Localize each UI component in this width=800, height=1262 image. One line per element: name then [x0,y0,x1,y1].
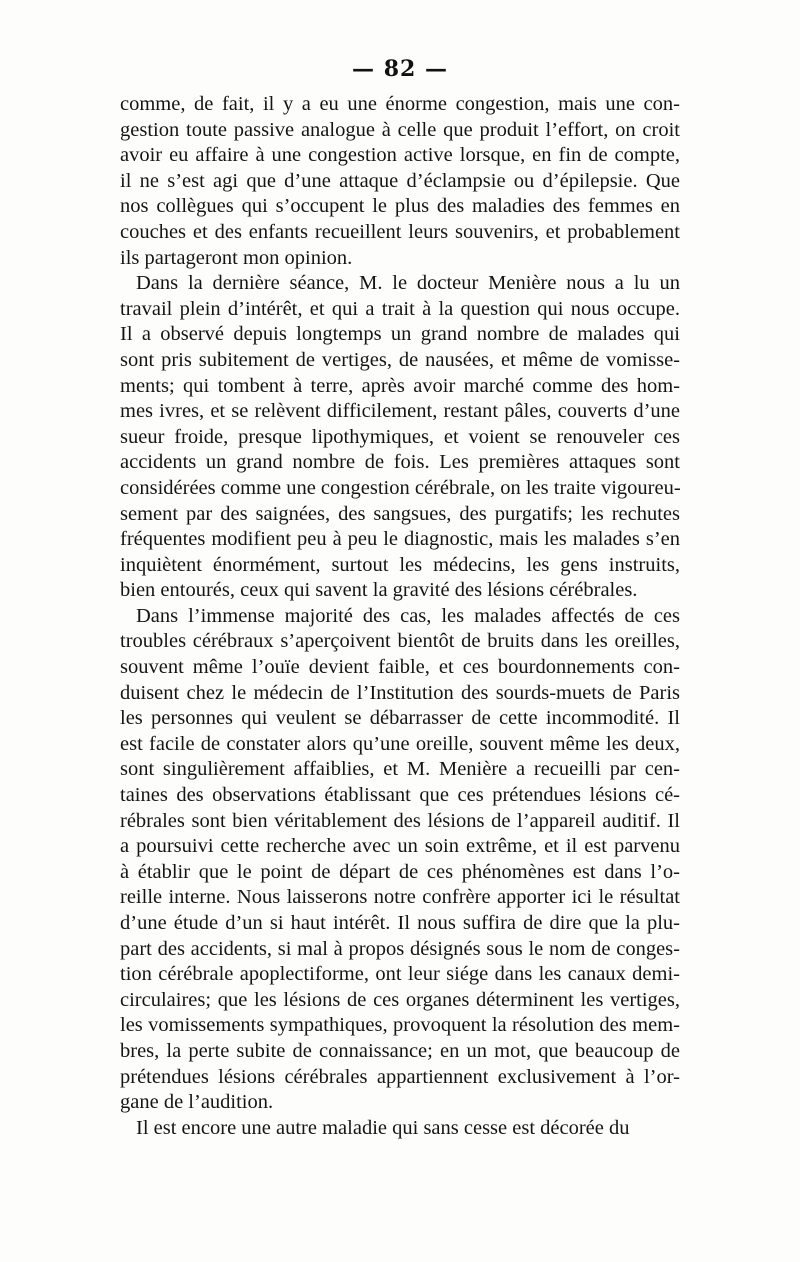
text-line: circulaires; que les lésions de ces organes déterminent les vertiges, [120,988,680,1011]
text-line: gane de l’audition. [120,1091,274,1114]
page-number: — 82 — [352,56,448,82]
text-line: Il est encore une autre maladie qui sans cesse est décorée du [136,1116,630,1139]
text-line: bien entourés, ceux qui savent la gravité des lésions cérébrales. [120,579,638,602]
paragraph [120,271,680,604]
text-line: d’une étude d’un si haut intérêt. Il nous suffira de dire que la plu- [120,912,680,934]
text-line: souvent même l’ouïe devient faible, et ces bourdonnements con- [120,656,680,679]
text-line: avoir eu affaire à une congestion active lorsque, en fin de compte, [120,144,680,167]
text-line: les personnes qui veulent se débarrasser de cette incommodité. Il [120,707,680,730]
text-line: troubles cérébraux s’aperçoivent bientôt de bruits dans les oreilles, [120,630,680,653]
text-line: ils partageront mon opinion. [120,246,353,269]
text-line: gestion toute passive analogue à celle que produit l’effort, on croit [120,118,680,141]
text-line: inquiètent énormément, surtout les médecins, les gens instruits, [120,553,680,576]
paragraph [120,1116,680,1142]
text-line: les vomissements sympathiques, provoquent la résolution des mem- [120,1014,680,1037]
text-line: part des accidents, si mal à propos désignés sous le nom de conges- [120,937,680,960]
text-line: Il a observé depuis longtemps un grand nombre de malades qui [120,323,680,346]
text-line: duisent chez le médecin de l’Institution des sourds-muets de Paris [120,681,680,704]
text-line: mes ivres, et se relèvent difficilement, restant pâles, couverts d’une [120,400,680,423]
text-line: sont singulièrement affaiblies, et M. Menière a recueilli par cen- [120,758,680,781]
body-text [120,92,680,1141]
text-line: couches et des enfants recueillent leurs souvenirs, et probablement [120,220,680,243]
text-line: sement par des saignées, des sangsues, des purgatifs; les rechutes [120,502,680,525]
text-line: accidents un grand nombre de fois. Les premières attaques sont [120,451,680,474]
text-line: taines des observations établissant que ces prétendues lésions cé- [120,784,680,807]
text-line: à établir que le point de départ de ces phénomènes est dans l’o- [120,860,680,883]
paragraph [120,92,680,271]
text-line: est facile de constater alors qu’une oreille, souvent même les deux, [120,732,680,755]
text-line: reille interne. Nous laisserons notre confrère apporter ici le résultat [120,886,680,909]
paragraph [120,604,680,1116]
text-line: Dans la dernière séance, M. le docteur Menière nous a lu un [136,272,680,295]
text-line: ments; qui tombent à terre, après avoir marché comme des hom- [120,374,680,397]
text-line: bres, la perte subite de connaissance; en un mot, que beaucoup de [120,1039,680,1062]
text-line: prétendues lésions cérébrales appartiennent exclusivement à l’or- [120,1065,680,1088]
text-line: tion cérébrale apoplectiforme, ont leur siége dans les canaux demi- [120,963,680,986]
text-line: il ne s’est agi que d’une attaque d’éclampsie ou d’épilepsie. Que [120,169,680,192]
text-line: a poursuivi cette recherche avec un soin extrême, et il est parvenu [120,835,680,858]
text-line: nos collègues qui s’occupent le plus des maladies des femmes en [120,195,680,218]
paragraph-container [120,92,680,1141]
text-line: sueur froide, presque lipothymiques, et voient se renouveler ces [120,425,680,448]
text-line: comme, de fait, il y a eu une énorme congestion, mais une con- [120,93,680,115]
text-line: fréquentes modifient peu à peu le diagnostic, mais les malades s’en [120,528,680,551]
text-line: considérées comme une congestion cérébrale, on les traite vigoureu- [120,476,681,499]
text-line: sont pris subitement de vertiges, de nausées, et même de vomisse- [120,348,680,371]
text-line: Dans l’immense majorité des cas, les malades affectés de ces [136,604,680,627]
text-line: travail plein d’intérêt, et qui a trait à la question qui nous occupe. [120,297,680,320]
text-line: rébrales sont bien véritablement des lésions de l’appareil auditif. Il [120,809,680,832]
